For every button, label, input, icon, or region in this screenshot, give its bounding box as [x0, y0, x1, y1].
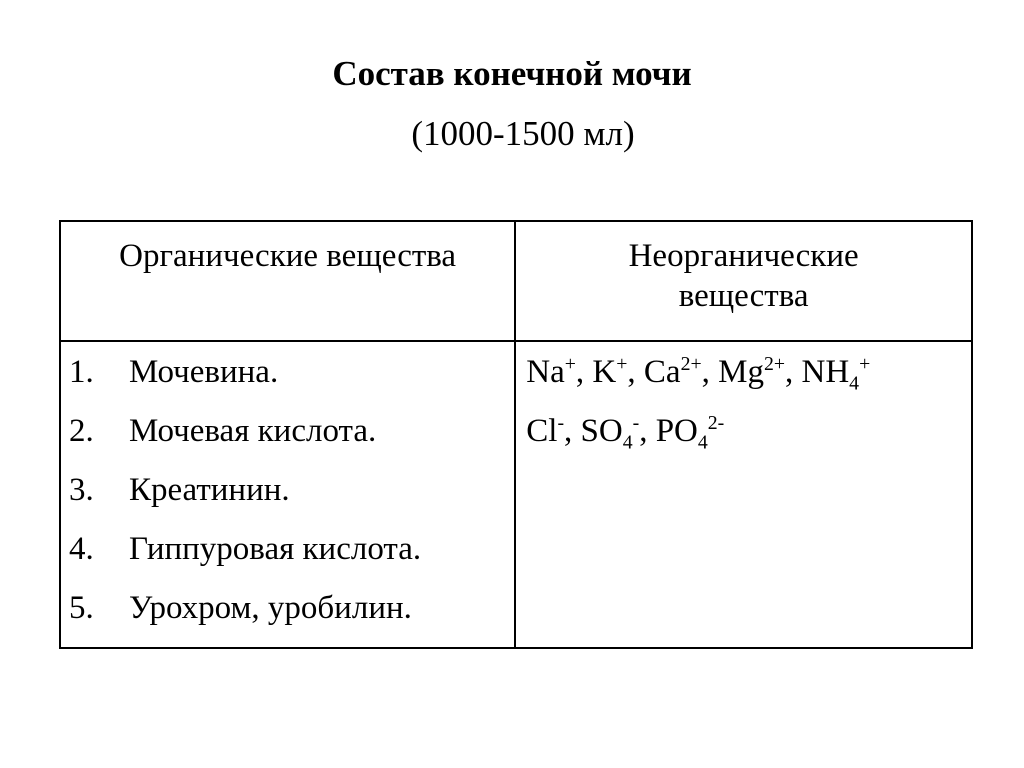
list-item: [69, 529, 514, 588]
list-item: [69, 411, 514, 470]
list-item: [69, 470, 514, 529]
ion-formula: [718, 354, 801, 390]
ion-symbol: Cl: [526, 413, 558, 449]
cation-line: [526, 352, 971, 411]
list-item-number: 4.: [69, 531, 94, 567]
ion-charge: +: [616, 353, 628, 375]
anion-line: [526, 411, 971, 470]
list-item-text: Гиппуровая кислота.: [129, 531, 422, 567]
ion-symbol: Ca: [643, 354, 681, 390]
ion-charge: 2+: [680, 353, 702, 375]
header-inorganic-line2: вещества: [678, 278, 809, 314]
header-inorganic-line1: Неорганические: [628, 238, 859, 274]
ion-formula: [801, 353, 871, 395]
ion-subscript: 4: [622, 431, 633, 454]
organic-list: [61, 342, 514, 647]
ion-separator: ,: [564, 413, 581, 449]
ion-charge: +: [859, 353, 871, 375]
ion-symbol: NH: [801, 354, 850, 390]
ion-formula: [655, 412, 725, 454]
ion-subscript: 4: [849, 372, 860, 395]
ion-charge: 2-: [707, 412, 725, 434]
ion-symbol: Na: [526, 354, 565, 390]
inorganic-cell: [515, 341, 972, 648]
ion-symbol: PO: [655, 413, 698, 449]
organic-cell: [60, 341, 515, 648]
ion-formula: [580, 412, 656, 454]
page-subtitle: (1000-1500 мл): [411, 114, 635, 153]
list-item: [69, 588, 514, 647]
list-item-text: Мочевина.: [129, 354, 279, 390]
list-item-text: Креатинин.: [129, 472, 290, 508]
list-item-number: 1.: [69, 354, 94, 390]
table-body-row: [60, 341, 972, 648]
ion-separator: ,: [639, 413, 656, 449]
ion-charge: -: [557, 412, 565, 434]
ion-separator: ,: [627, 354, 644, 390]
ion-charge: -: [632, 412, 640, 434]
list-item: [69, 352, 514, 411]
ion-symbol: SO: [580, 413, 623, 449]
list-item-number: 3.: [69, 472, 94, 508]
ion-subscript: 4: [697, 431, 708, 454]
ion-separator: ,: [701, 354, 719, 390]
ion-formula: [526, 354, 592, 390]
list-item-number: 5.: [69, 590, 94, 626]
list-item-text: Урохром, уробилин.: [129, 590, 412, 626]
page-title: Состав конечной мочи: [332, 54, 692, 93]
ion-symbol: K: [592, 354, 617, 390]
inorganic-ions: [516, 342, 971, 470]
composition-table: [59, 220, 973, 649]
ion-symbol: Mg: [718, 354, 764, 390]
ion-formula: [526, 413, 580, 449]
ion-separator: ,: [575, 354, 593, 390]
list-item-number: 2.: [69, 413, 94, 449]
ion-formula: [592, 354, 644, 390]
ion-separator: ,: [785, 354, 802, 390]
table-header-row: [60, 221, 972, 341]
header-organic-label: Органические вещества: [119, 238, 457, 274]
list-item-text: Мочевая кислота.: [129, 413, 377, 449]
ion-charge: +: [564, 353, 576, 375]
header-inorganic: [515, 221, 972, 341]
ion-charge: 2+: [763, 353, 785, 375]
header-organic: [60, 221, 515, 341]
ion-formula: [644, 354, 718, 390]
